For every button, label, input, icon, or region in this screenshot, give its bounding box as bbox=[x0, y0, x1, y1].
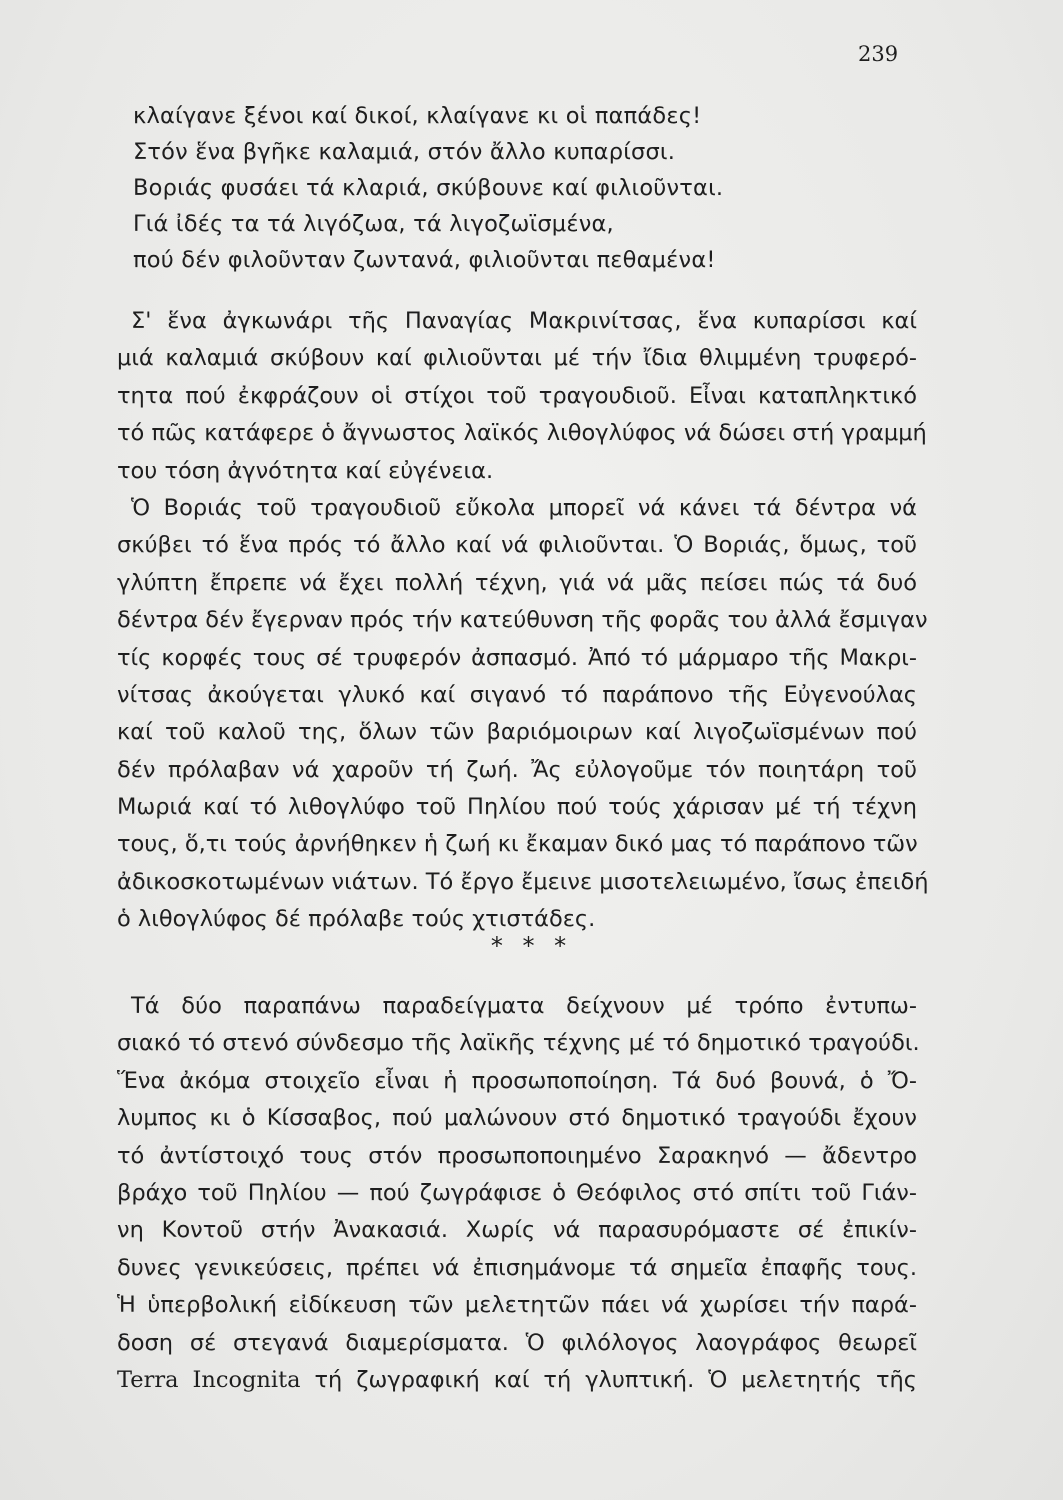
paragraph-3-line: λυμπος κι ὁ Κίσσαβος, πού μαλώνουν στό δημοτικό τραγούδι ἔχουν bbox=[117, 1105, 917, 1132]
paragraph-3-line: τό ἀντίστοιχό τους στόν προσωποποιημένο Σαρακηνό — ἄδεντρο bbox=[117, 1142, 917, 1169]
paragraph-1-line: τητα πού ἐκφράζουν οἱ στίχοι τοῦ τραγουδιοῦ. Εἶναι καταπληκτικό bbox=[117, 382, 917, 409]
poem-line: πού δέν φιλοῦνταν ζωντανά, φιλιοῦνται πεθαμένα! bbox=[133, 247, 716, 273]
paragraph-1-line: μιά καλαμιά σκύβουν καί φιλιοῦνται μέ τήν ἴδια θλιμμένη τρυφερό- bbox=[117, 345, 917, 372]
paragraph-2-line: σκύβει τό ἕνα πρός τό ἄλλο καί νά φιλιοῦνται. Ὁ Βοριάς, ὅμως, τοῦ bbox=[117, 532, 917, 559]
paragraph-3-line: βράχο τοῦ Πηλίου — πού ζωγράφισε ὁ Θεόφιλος στό σπίτι τοῦ Γιάν- bbox=[117, 1179, 917, 1206]
latin-phrase: Terra Incognita bbox=[117, 1366, 301, 1393]
poem-line: Βοριάς φυσάει τά κλαριά, σκύβουνε καί φιλιοῦνται. bbox=[133, 175, 724, 201]
last-line-text: τή ζωγραφική καί τή γλυπτική. Ὁ μελετητής τῆς bbox=[314, 1366, 917, 1393]
poem-line: Γιά ἰδές τα τά λιγόζωα, τά λιγοζωϊσμένα, bbox=[133, 211, 614, 237]
prose-block-2 bbox=[117, 988, 920, 1399]
paragraph-2-line: ὁ λιθογλύφος δέ πρόλαβε τούς χτιστάδες. bbox=[117, 906, 596, 933]
paragraph-3-line: νη Κοντοῦ στήν Ἀνακασιά. Χωρίς νά παρασυρόμαστε σέ ἐπικίν- bbox=[117, 1217, 917, 1244]
paragraph-2-line: γλύπτη ἔπρεπε νά ἔχει πολλή τέχνη, γιά νά μᾶς πείσει πώς τά δυό bbox=[117, 569, 917, 596]
poem-line: κλαίγανε ξένοι καί δικοί, κλαίγανε κι οἱ παπάδες! bbox=[133, 103, 702, 129]
paragraph-2-line: Ὁ Βοριάς τοῦ τραγουδιοῦ εὔκολα μπορεῖ νά κάνει τά δέντρα νά bbox=[131, 494, 917, 521]
paragraph-2-line: τίς κορφές τους σέ τρυφερόν ἀσπασμό. Ἀπό τό μάρμαρο τῆς Μακρι- bbox=[117, 644, 917, 671]
paragraph-2-line: τους, ὅ,τι τούς ἀρνήθηκεν ἡ ζωή κι ἔκαμαν δικό μας τό παράπονο τῶν bbox=[117, 831, 918, 858]
section-break-asterisks: * * * bbox=[490, 932, 573, 960]
paragraph-3-line: δοση σέ στεγανά διαμερίσματα. Ὁ φιλόλογος λαογράφος θεωρεῖ bbox=[117, 1329, 917, 1356]
paragraph-2-line: νίτσας ἀκούγεται γλυκό καί σιγανό τό παράπονο τῆς Εὐγενούλας bbox=[117, 681, 917, 708]
paragraph-3-last-line bbox=[117, 1362, 917, 1399]
poem-excerpt bbox=[133, 98, 893, 278]
paragraph-1-line: Σ' ἕνα ἀγκωνάρι τῆς Παναγίας Μακρινίτσας, ἕνα κυπαρίσσι καί bbox=[131, 308, 917, 334]
paragraph-3-line: δυνες γενικεύσεις, πρέπει νά ἐπισημάνομε τά σημεῖα ἐπαφῆς τους. bbox=[117, 1254, 917, 1281]
paragraph-2-line: Μωριά καί τό λιθογλύφο τοῦ Πηλίου πού τούς χάρισαν μέ τή τέχνη bbox=[117, 794, 917, 821]
paragraph-2-line: δέν πρόλαβαν νά χαροῦν τή ζωή. Ἄς εὐλογοῦμε τόν ποιητάρη τοῦ bbox=[117, 756, 917, 783]
paragraph-2-line: δέντρα δέν ἔγερναν πρός τήν κατεύθυνση τῆς φορᾶς του ἀλλά ἔσμιγαν bbox=[117, 607, 928, 634]
paragraph-1-line: τό πῶς κατάφερε ὁ ἄγνωστος λαϊκός λιθογλύφος νά δώσει στή γραμμή bbox=[117, 420, 927, 447]
paragraph-3-line: Τά δύο παραπάνω παραδείγματα δείχνουν μέ τρόπο ἐντυπω- bbox=[131, 993, 917, 1019]
paragraph-2-line: καί τοῦ καλοῦ της, ὅλων τῶν βαριόμοιρων καί λιγοζωϊσμένων πού bbox=[117, 719, 917, 746]
paragraph-3-line: σιακό τό στενό σύνδεσμο τῆς λαϊκῆς τέχνης μέ τό δημοτικό τραγούδι. bbox=[117, 1030, 920, 1057]
poem-line: Στόν ἕνα βγῆκε καλαμιά, στόν ἄλλο κυπαρίσσι. bbox=[133, 139, 676, 165]
prose-block-1 bbox=[117, 303, 929, 939]
paragraph-3-line: Ἕνα ἀκόμα στοιχεῖο εἶναι ἡ προσωποποίηση. Τά δυό βουνά, ὁ Ὄ- bbox=[117, 1067, 917, 1094]
paragraph-1-line: του τόση ἀγνότητα καί εὐγένεια. bbox=[117, 457, 494, 484]
paragraph-2-line: ἀδικοσκοτωμένων νιάτων. Τό ἔργο ἔμεινε μισοτελειωμένο, ἴσως ἐπειδή bbox=[117, 868, 929, 895]
page-number: 239 bbox=[858, 42, 899, 66]
paragraph-3-line: Ἡ ὑπερβολική εἰδίκευση τῶν μελετητῶν πάει νά χωρίσει τήν παρά- bbox=[117, 1292, 917, 1319]
